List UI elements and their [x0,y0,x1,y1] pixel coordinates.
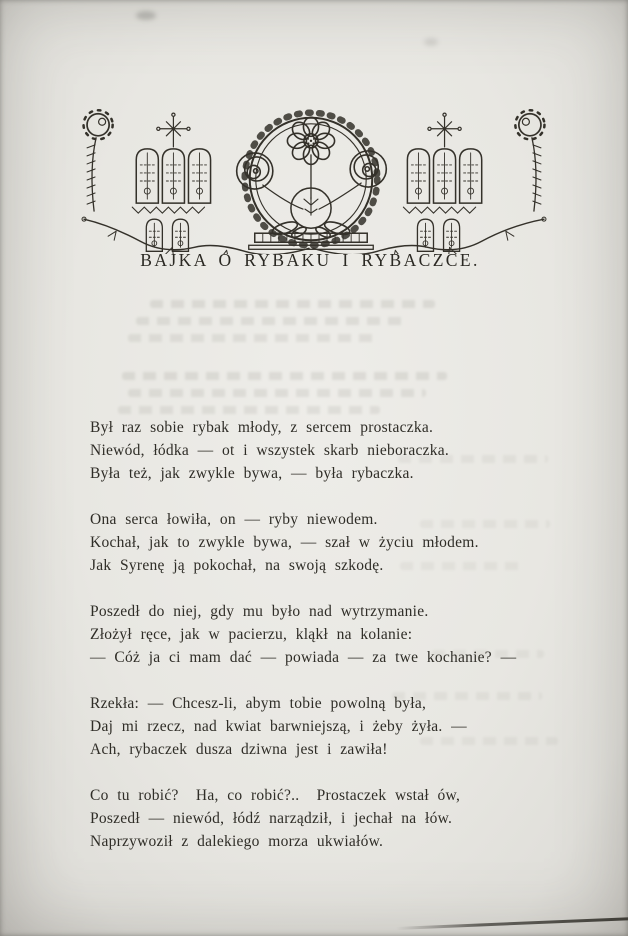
show-through-line [128,389,426,397]
poem-line: Rzekła: — Chcesz-li, abym tobie powolną była, [90,695,427,712]
stanza-2 [90,508,570,577]
paper-smudge [136,11,156,20]
poem-line: Co tu robić? Ha, co robić?.. Prostaczek wstał ów, [90,787,461,804]
scanner-page-edge [396,917,628,930]
poem-line: Ona serca łowiła, on — ryby niewodem. [90,511,378,528]
folk-floral-ornament-icon [76,106,552,254]
show-through-line [136,317,406,325]
poem-line: Ach, rybaczek dusza dziwna jest i zawiła! [90,741,388,758]
poem-line: Kochał, jak to zwykle bywa, — szał w życiu młodem. [90,534,479,551]
poem-line: Poszedł — niewód, łódź narządził, i jechał na łów. [90,810,453,827]
poem-line: Złożył ręce, jak w pacierzu, kląkł na kolanie: [90,626,413,643]
page-title: BAJKA O RYBAKU I RYBACZCE. [140,250,480,270]
stanza-5 [90,784,570,853]
poem-line: Był raz sobie rybak młody, z sercem prostaczka. [90,419,434,436]
stanza-1 [90,416,570,485]
poem-line: Była też, jak zwykle bywa, — była rybaczka. [90,465,414,482]
poem-line: Niewód, łódka — ot i wszystek skarb nieboraczka. [90,442,450,459]
show-through-line [150,300,435,308]
poem [90,416,570,876]
poem-line: Naprzywoził z dalekiego morza ukwiałów. [90,833,384,850]
stanza-4 [90,692,570,761]
headpiece-ornament-illustration [76,106,552,254]
show-through-line [122,372,447,380]
stanza-3 [90,600,570,669]
poem-line: — Cóż ja ci mam dać — powiada — za twe kochanie? — [90,649,517,666]
poem-line: Daj mi rzecz, nad kwiat barwniejszą, i żeby żyła. — [90,718,467,735]
show-through-line [128,334,376,342]
show-through-line [118,406,380,414]
poem-line: Jak Syrenę ją pokochał, na swoją szkodę. [90,557,384,574]
poem-line: Poszedł do niej, gdy mu było nad wytrzymanie. [90,603,429,620]
paper-smudge [424,38,438,46]
